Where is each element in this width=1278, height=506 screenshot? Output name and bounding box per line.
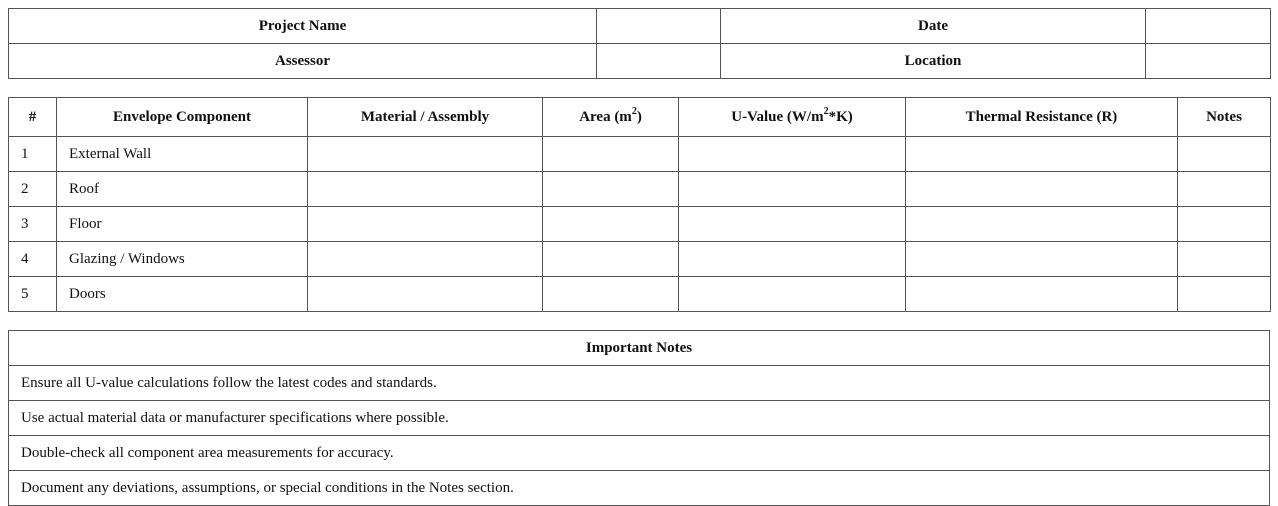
- row-number: 3: [9, 207, 57, 242]
- envelope-table: [8, 97, 1271, 312]
- list-item: [9, 436, 1270, 471]
- note-text: Ensure all U-value calculations follow the latest codes and standards.: [9, 366, 1270, 401]
- resistance-cell[interactable]: [906, 277, 1178, 312]
- area-label: Area (m: [579, 108, 632, 125]
- row-number: 4: [9, 242, 57, 277]
- table-row: [9, 137, 1271, 172]
- notes-header-row: [9, 331, 1270, 366]
- col-header-material: Material / Assembly: [308, 98, 543, 137]
- date-field[interactable]: [1146, 9, 1271, 44]
- project-info-row: [9, 44, 1271, 79]
- project-info-table: [8, 8, 1271, 79]
- col-header-notes: Notes: [1178, 98, 1271, 137]
- notes-cell[interactable]: [1178, 277, 1271, 312]
- area-cell[interactable]: [543, 137, 679, 172]
- row-number: 5: [9, 277, 57, 312]
- notes-title: Important Notes: [9, 331, 1270, 366]
- notes-cell[interactable]: [1178, 207, 1271, 242]
- envelope-body: [9, 137, 1271, 312]
- area-cell[interactable]: [543, 172, 679, 207]
- note-text: Document any deviations, assumptions, or special conditions in the Notes section.: [9, 471, 1270, 506]
- table-row: [9, 277, 1271, 312]
- uvalue-superscript: 2: [823, 105, 829, 117]
- row-number: 1: [9, 137, 57, 172]
- location-field[interactable]: [1146, 44, 1271, 79]
- row-component: Floor: [57, 207, 308, 242]
- list-item: [9, 366, 1270, 401]
- table-row: [9, 207, 1271, 242]
- area-cell[interactable]: [543, 277, 679, 312]
- list-item: [9, 471, 1270, 506]
- col-header-resistance: Thermal Resistance (R): [906, 98, 1178, 137]
- uvalue-label-end: *K): [828, 108, 853, 125]
- location-label: Location: [721, 44, 1146, 79]
- uvalue-label: U-Value (W/m: [731, 108, 824, 125]
- row-number: 2: [9, 172, 57, 207]
- area-cell[interactable]: [543, 242, 679, 277]
- date-label: Date: [721, 9, 1146, 44]
- material-cell[interactable]: [308, 172, 543, 207]
- notes-cell[interactable]: [1178, 242, 1271, 277]
- material-cell[interactable]: [308, 207, 543, 242]
- uvalue-cell[interactable]: [679, 277, 906, 312]
- assessor-label: Assessor: [9, 44, 597, 79]
- area-label-end: ): [636, 108, 642, 125]
- row-component: Doors: [57, 277, 308, 312]
- project-info-row: [9, 9, 1271, 44]
- envelope-header-row: [9, 98, 1271, 137]
- row-component: External Wall: [57, 137, 308, 172]
- material-cell[interactable]: [308, 137, 543, 172]
- notes-cell[interactable]: [1178, 172, 1271, 207]
- material-cell[interactable]: [308, 242, 543, 277]
- resistance-cell[interactable]: [906, 137, 1178, 172]
- area-cell[interactable]: [543, 207, 679, 242]
- col-header-area: [543, 98, 679, 137]
- resistance-cell[interactable]: [906, 172, 1178, 207]
- uvalue-cell[interactable]: [679, 137, 906, 172]
- row-component: Glazing / Windows: [57, 242, 308, 277]
- col-header-component: Envelope Component: [57, 98, 308, 137]
- list-item: [9, 401, 1270, 436]
- uvalue-cell[interactable]: [679, 207, 906, 242]
- important-notes-table: [8, 330, 1270, 506]
- project-name-field[interactable]: [597, 9, 721, 44]
- col-header-uvalue: [679, 98, 906, 137]
- table-row: [9, 172, 1271, 207]
- resistance-cell[interactable]: [906, 207, 1178, 242]
- note-text: Use actual material data or manufacturer specifications where possible.: [9, 401, 1270, 436]
- notes-cell[interactable]: [1178, 137, 1271, 172]
- row-component: Roof: [57, 172, 308, 207]
- assessor-field[interactable]: [597, 44, 721, 79]
- material-cell[interactable]: [308, 277, 543, 312]
- resistance-cell[interactable]: [906, 242, 1178, 277]
- area-superscript: 2: [631, 105, 637, 117]
- note-text: Double-check all component area measurements for accuracy.: [9, 436, 1270, 471]
- col-header-num: #: [9, 98, 57, 137]
- uvalue-cell[interactable]: [679, 242, 906, 277]
- table-row: [9, 242, 1271, 277]
- project-name-label: Project Name: [9, 9, 597, 44]
- uvalue-cell[interactable]: [679, 172, 906, 207]
